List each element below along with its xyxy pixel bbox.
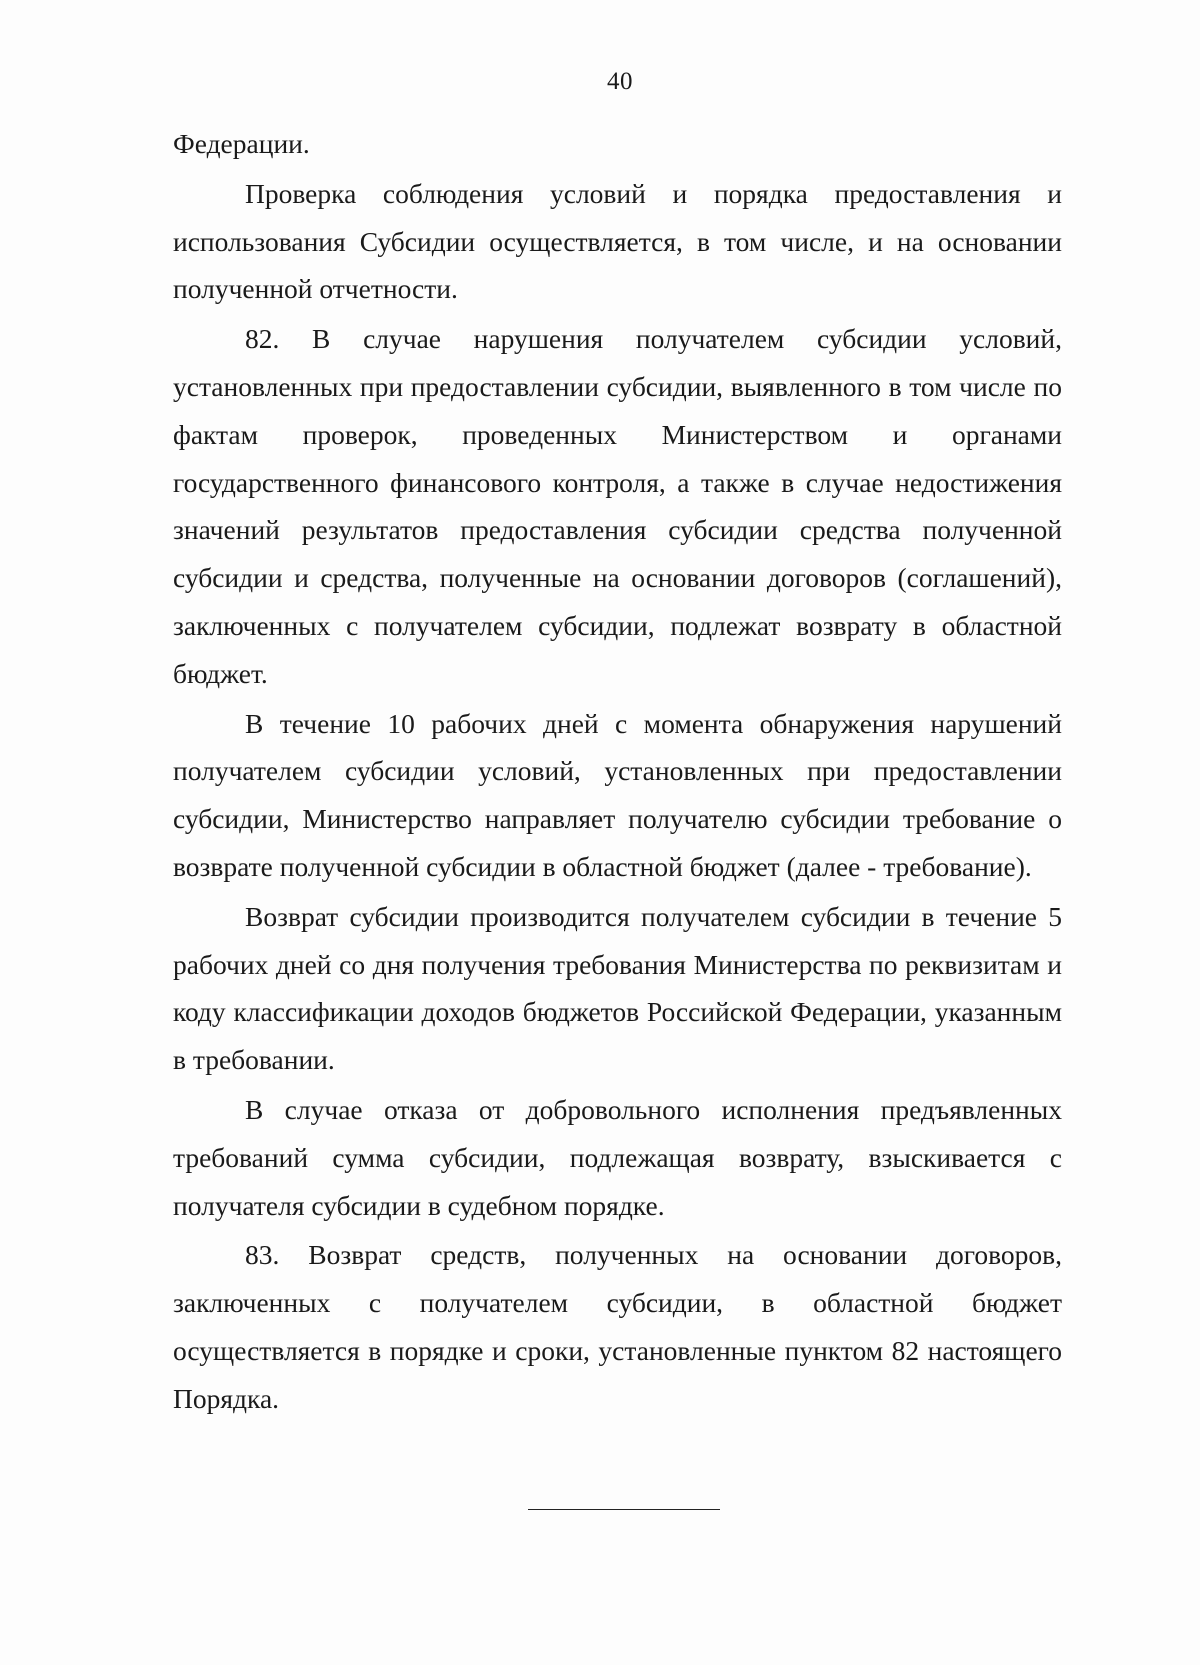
end-of-document-rule <box>528 1509 720 1510</box>
document-body <box>173 120 1062 1423</box>
paragraph-83: 83. Возврат средств, полученных на основании договоров, заключенных с получателем субсидии, в областной бюджет осуществляется в порядке и сроки, установленные пунктом 82 настоящего Порядка. <box>173 1239 1062 1414</box>
paragraph-refund-term: Возврат субсидии производится получателем субсидии в течение 5 рабочих дней со дня получения требования Министерства по реквизитам и коду классификации доходов бюджетов Российской Федерации, указанным в требовании. <box>173 900 1062 1076</box>
paragraph-demand-notice: В течение 10 рабочих дней с момента обнаружения нарушений получателем субсидии условий, установленных при предоставлении субсидии, Министерство направляет получателю субсидии требование о возврате полученной субсидии в областной бюджет (далее - требование). <box>173 707 1062 882</box>
paragraph-continuation: Федерации. <box>173 128 310 159</box>
paragraph-verification: Проверка соблюдения условий и порядка предоставления и использования Субсидии осуществляется, в том числе, и на основании полученной отчетности. <box>173 177 1062 305</box>
paragraph-82: 82. В случае нарушения получателем субсидии условий, установленных при предоставлении субсидии, выявленного в том числе по фактам проверок, проведенных Министерством и органами государственного финансового контроля, а также в случае недостижения значений результатов предоставления субсидии средства полученной субсидии и средства, полученные на основании договоров (соглашений), заключенных с получателем субсидии, подлежат возврату в областной бюджет. <box>173 323 1062 689</box>
page-number: 40 <box>607 68 633 95</box>
paragraph-court-recovery: В случае отказа от добровольного исполнения предъявленных требований сумма субсидии, подлежащая возврату, взыскивается с получателя субсидии в судебном порядке. <box>173 1093 1062 1221</box>
